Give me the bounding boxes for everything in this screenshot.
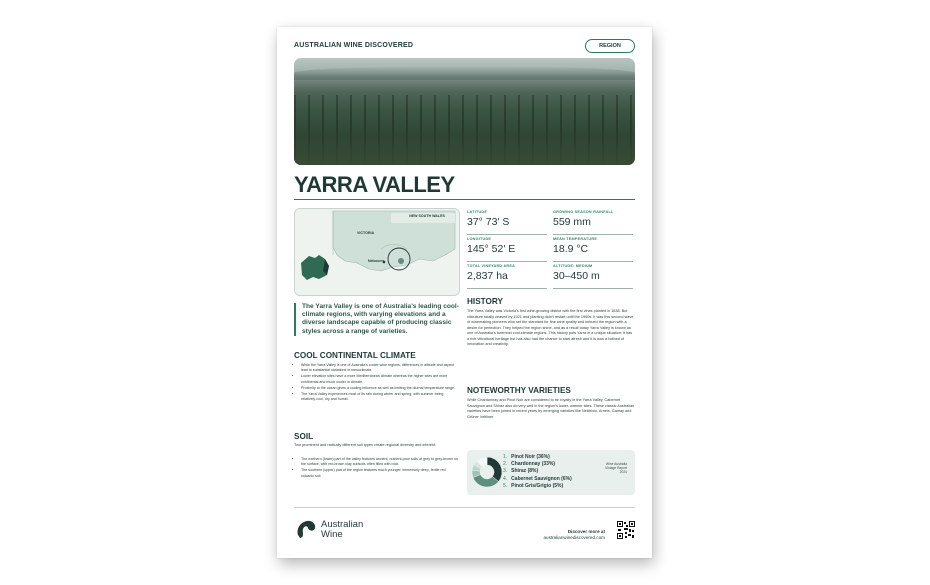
logo-icon bbox=[294, 518, 318, 540]
website-link[interactable]: australianwinediscovered.com bbox=[543, 535, 605, 541]
donut-slice-1 bbox=[487, 457, 502, 482]
discover-more bbox=[543, 529, 605, 541]
fact-sheet bbox=[277, 27, 652, 558]
intro-quote: The Yarra Valley is one of Australia's leading cool-climate regions, with varying elevations and a diverse landscape capable of producing classic styles across a range of varieties. bbox=[294, 303, 466, 336]
climate-heading: COOL CONTINENTAL CLIMATE bbox=[294, 351, 416, 360]
soil-intro: Two prominent and radically different soil types create regional diversity and interest: bbox=[294, 443, 436, 447]
list-item: • Lower elevation sites have a more Mediterranean climate whereas the higher sites are more continental and much cooler in climate. bbox=[301, 374, 458, 384]
logo-word-1: Australian bbox=[321, 519, 364, 530]
page-title: YARRA VALLEY bbox=[294, 172, 455, 197]
qr-code-icon[interactable] bbox=[617, 521, 635, 539]
list-item: • The northern (lower) part of the valley features ancient, nutrient-poor soils of grey to grey-brown on the surface, with red-brown clay subsoils often filled with rock. bbox=[301, 457, 458, 467]
stat-rainfall: GROWING SEASON RAINFALL 559 mm bbox=[553, 210, 633, 235]
map-label-nsw: NEW SOUTH WALES bbox=[409, 214, 445, 218]
history-heading: HISTORY bbox=[467, 297, 503, 306]
variety-item-5: 5. Pinot Gris/Grigio (5%) bbox=[503, 482, 564, 489]
varieties-text: While Chardonnay and Pinot Noir are considered to be royalty in the Yarra Valley, Cabernet Sauvignon and Shiraz also do very well in the region's lower, warmer sites. These classic Australian varieties have been joined in recent years by emerging varieties like Nebbiolo, Arneis, Gamay and Grüner Veltliner. bbox=[467, 398, 635, 419]
varieties-list bbox=[503, 454, 572, 490]
map-label-victoria: VICTORIA bbox=[357, 231, 375, 235]
climate-bullets bbox=[294, 363, 458, 403]
variety-item-4: 4. Cabernet Sauvignon (6%) bbox=[503, 475, 572, 482]
variety-item-1: 1. Pinot Noir (36%) bbox=[503, 454, 550, 460]
footer-divider bbox=[294, 507, 635, 508]
varieties-box bbox=[467, 450, 635, 495]
logo-word-2: Wine bbox=[321, 528, 343, 540]
discover-label: Discover more at bbox=[567, 529, 605, 534]
variety-item-3: 3. Shiraz (8%) bbox=[503, 468, 539, 475]
varieties-source: Wine Australia Vintage Report 2024 bbox=[605, 462, 627, 475]
list-item: • Proximity to the ocean gives a cooling influence as well as limiting the diurnal temperature range. bbox=[301, 386, 458, 391]
varieties-heading: NOTEWORTHY VARIETIES bbox=[467, 386, 571, 395]
stat-longitude: LONGITUDE 145° 52' E bbox=[467, 237, 547, 262]
soil-heading: SOIL bbox=[294, 432, 314, 441]
stat-altitude: ALTITUDE: MEDIUM 30–450 m bbox=[553, 264, 633, 289]
stat-vineyard-area: TOTAL VINEYARD AREA 2,837 ha bbox=[467, 264, 547, 289]
map-label-melbourne: Melbourne bbox=[368, 259, 385, 263]
hero-image bbox=[294, 58, 635, 165]
stat-mean-temperature: MEAN TEMPERATURE 18.9 °C bbox=[553, 237, 633, 262]
title-divider bbox=[294, 199, 635, 200]
variety-item-2: 2. Chardonnay (33%) bbox=[503, 461, 556, 468]
list-item: • While the Yarra Valley is one of Australia's cooler wine regions, differences in altitude and aspect lead to substantial variations in mesoclimate. bbox=[301, 363, 458, 373]
australian-wine-logo bbox=[294, 518, 364, 545]
list-item: • The southern (upper) part of the region features much younger, immensely deep, fertile red volcanic soil. bbox=[301, 468, 458, 478]
varieties-donut-chart bbox=[471, 456, 503, 488]
soil-bullets bbox=[294, 457, 458, 480]
stat-latitude: LATITUDE 37° 73' S bbox=[467, 210, 547, 235]
region-badge: REGION bbox=[585, 39, 635, 53]
list-item: • The Yarra Valley experiences most of its rain during winter and spring, with summer being relatively cool, dry and humid. bbox=[301, 392, 458, 402]
region-map bbox=[294, 208, 460, 296]
brand-title: AUSTRALIAN WINE DISCOVERED bbox=[294, 42, 414, 49]
history-text: The Yarra Valley was Victoria's first wine-growing district with the first vines planted in 1838. But viticulture totally ceased by 1921 and planting didn't restart until the 1960s. It was this second wave of winemaking pioneers who set the standard for fine wine quality and imbued the region with a desire for perfection. They helped the region shine, and as a result today Yarra Valley is known as one of Australia's foremost cool-climate regions. This history puts Yarra in a unique situation: it has a rich viticultural heritage but has also had the chance to start afresh and it is now a hotbed of innovation and creativity. bbox=[467, 309, 634, 346]
